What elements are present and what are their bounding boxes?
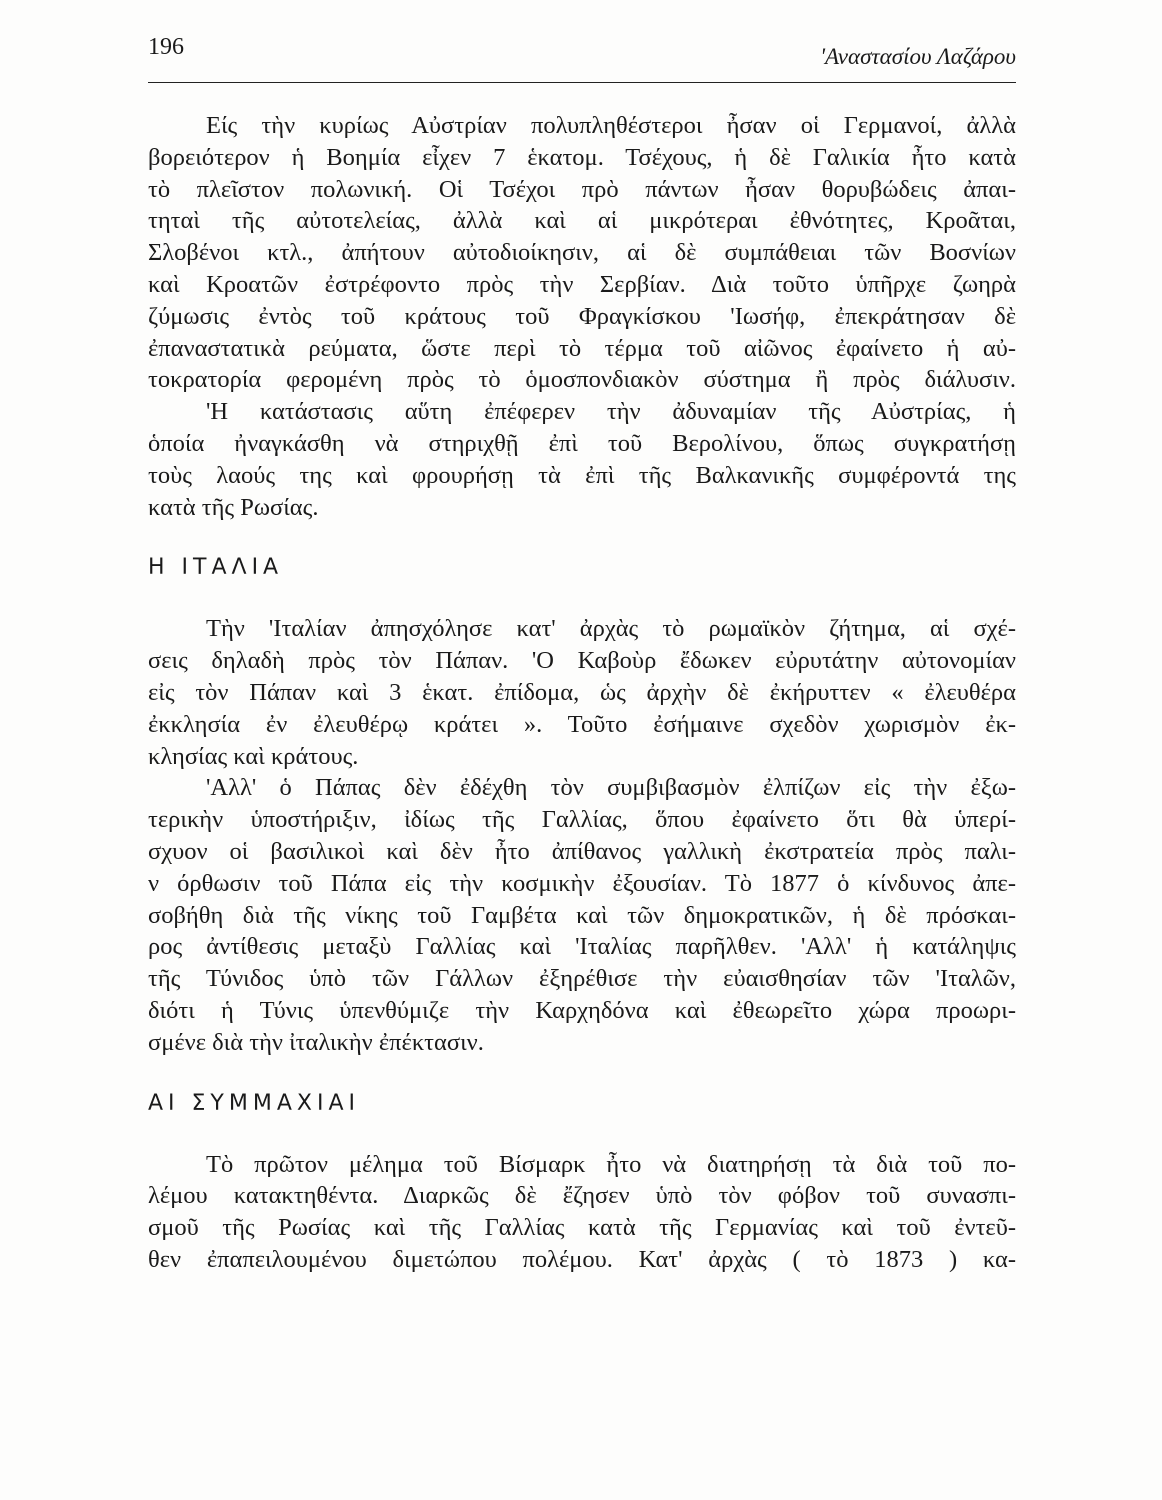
paragraph-roman-question <box>148 613 1016 772</box>
text-line: θεν ἐπαπειλουμένου διμετώπου πολέμου. Κατ' ἀρχὰς ( τὸ 1873 ) κα- <box>148 1245 1016 1273</box>
text-line: βορειότερον ἡ Βοημία εἶχεν 7 ἑκατομ. Τσέχους, ἡ δὲ Γαλικία ἦτο κατὰ <box>148 143 1016 171</box>
header-rule <box>148 82 1016 83</box>
text-line: ἐκκλησία ἐν ἐλευθέρῳ κράτει ». Τοῦτο ἐσήμαινε σχεδὸν χωρισμὸν ἐκ- <box>148 710 1016 738</box>
text-line: 'Αλλ' ὁ Πάπας δὲν ἐδέχθη τὸν συμβιβασμὸν ἐλπίζων εἰς τὴν ἐξω- <box>206 774 1016 802</box>
text-line: ρος ἀντίθεσις μεταξὺ Γαλλίας καὶ 'Ιταλίας παρῆλθεν. 'Αλλ' ἡ κατάληψις <box>148 933 1016 961</box>
paragraph-bismarck <box>148 1149 1016 1276</box>
text-line: εἰς τὸν Πάπαν καὶ 3 ἑκατ. ἐπίδομα, ὡς ἀρχὴν δὲ ἐκήρυττεν « ἐλευθέρα <box>148 678 1016 706</box>
text-line: καὶ Κροατῶν ἐστρέφοντο πρὸς τὴν Σερβίαν. Διὰ τοῦτο ὑπῆρχε ζωηρὰ <box>148 270 1016 298</box>
running-head: 'Αναστασίου Λαζάρου <box>820 44 1016 69</box>
text-line: ἐπαναστατικὰ ρεύματα, ὥστε περὶ τὸ τέρμα τοῦ αἰῶνος ἐφαίνετο ἡ αὐ- <box>148 334 1016 362</box>
text-line: σμένε διὰ τὴν ἰταλικὴν ἐπέκτασιν. <box>148 1028 484 1056</box>
text-line: τερικὴν ὑποστήριξιν, ἰδίως τῆς Γαλλίας, ὅπου ἐφαίνετο ὅτι θὰ ὑπερί- <box>148 806 1016 834</box>
body-text <box>148 110 1016 1276</box>
text-line: κατὰ τῆς Ρωσίας. <box>148 493 319 521</box>
text-line: σεις δηλαδὴ πρὸς τὸν Πάπαν. 'Ο Καβοὺρ ἔδωκεν εὐρυτάτην αὐτονομίαν <box>148 647 1016 675</box>
text-line: τοκρατορία φερομένη πρὸς τὸ ὁμοσπονδιακὸν σύστημα ἢ πρὸς διάλυσιν. <box>148 366 1016 394</box>
text-line: ὁποία ἠναγκάσθη νὰ στηριχθῇ ἐπὶ τοῦ Βερολίνου, ὅπως συγκρατήσῃ <box>148 429 1016 457</box>
text-line: τῆς Τύνιδος ὑπὸ τῶν Γάλλων ἐξηρέθισε τὴν εὐαισθησίαν τῶν 'Ιταλῶν, <box>148 965 1016 993</box>
paragraph-austria-nationalities <box>148 110 1016 396</box>
text-line: σοβήθη διὰ τῆς νίκης τοῦ Γαμβέτα καὶ τῶν δημοκρατικῶν, ἡ δὲ πρόσκαι- <box>148 901 1016 929</box>
section-heading-italy: Η ΙΤΑΛΙΑ <box>148 555 284 581</box>
text-line: ν όρθωσιν τοῦ Πάπα εἰς τὴν κοσμικὴν ἐξουσίαν. Τὸ 1877 ὁ κίνδυνος ἀπε- <box>148 869 1016 897</box>
page-header <box>148 34 1016 84</box>
section-heading-alliances: ΑΙ ΣΥΜΜΑΧΙΑΙ <box>148 1090 360 1116</box>
text-line: κλησίας καὶ κράτους. <box>148 742 359 770</box>
text-line: Είς τὴν κυρίως Αὐστρίαν πολυπληθέστεροι ἦσαν οἱ Γερμανοί, ἀλλὰ <box>206 112 1016 139</box>
text-line: Τὴν 'Ιταλίαν ἀπησχόλησε κατ' ἀρχὰς τὸ ρωμαϊκὸν ζήτημα, αἱ σχέ- <box>206 615 1016 643</box>
text-line: τοὺς λαούς της καὶ φρουρήσῃ τὰ ἐπὶ τῆς Βαλκανικῆς συμφέροντά της <box>148 461 1016 489</box>
text-line: Σλοβένοι κτλ., ἀπήτουν αὐτοδιοίκησιν, αἱ δὲ συμπάθειαι τῶν Βοσνίων <box>148 239 1016 267</box>
text-line: τηταὶ τῆς αὐτοτελείας, ἀλλὰ καὶ αἱ μικρότεραι ἐθνότητες, Κροᾶται, <box>148 207 1016 235</box>
text-line: λέμου κατακτηθέντα. Διαρκῶς δὲ ἔζησεν ὑπὸ τὸν φόβον τοῦ συνασπι- <box>148 1182 1016 1210</box>
page-number: 196 <box>148 34 184 60</box>
paragraph-pope-france-tunis <box>148 772 1016 1058</box>
text-line: σχυον οἱ βασιλικοὶ καὶ δὲν ἦτο ἀπίθανος γαλλικὴ ἐκστρατεία πρὸς παλι- <box>148 837 1016 865</box>
text-line: 'Η κατάστασις αὕτη ἐπέφερεν τὴν ἀδυναμίαν τῆς Αὐστρίας, ἡ <box>206 398 1016 426</box>
text-line: σμοῦ τῆς Ρωσίας καὶ τῆς Γαλλίας κατὰ τῆς Γερμανίας καὶ τοῦ ἐντεῦ- <box>148 1214 1016 1242</box>
text-line: τὸ πλεῖστον πολωνική. Οἱ Τσέχοι πρὸ πάντων ἦσαν θορυβώδεις ἀπαι- <box>148 175 1016 203</box>
paragraph-austria-weakness <box>148 396 1016 523</box>
text-line: ζύμωσις ἐντὸς τοῦ κράτους τοῦ Φραγκίσκου 'Ιωσήφ, ἐπεκράτησαν δὲ <box>148 302 1016 330</box>
text-line: διότι ἡ Τύνις ὑπενθύμιζε τὴν Καρχηδόνα καὶ ἐθεωρεῖτο χώρα προωρι- <box>148 996 1016 1024</box>
text-line: Τὸ πρῶτον μέλημα τοῦ Βίσμαρκ ἦτο νὰ διατηρήσῃ τὰ διὰ τοῦ πο- <box>206 1150 1016 1178</box>
